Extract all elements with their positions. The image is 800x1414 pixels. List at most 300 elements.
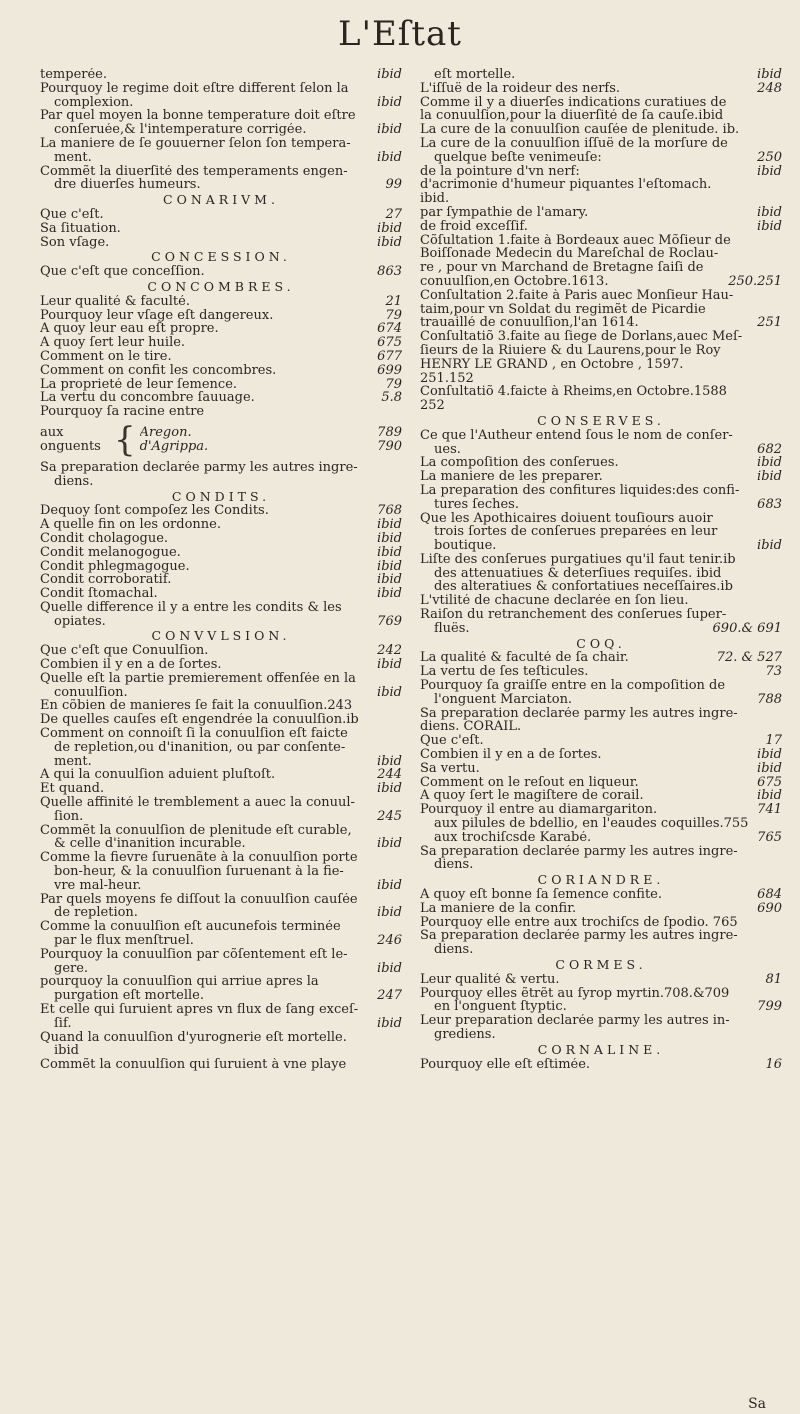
entry-ref: ibid	[377, 149, 402, 165]
index-entry	[420, 1014, 782, 1028]
entry-ref: 72. & 527	[716, 650, 782, 666]
index-entry	[40, 96, 402, 110]
index-entry	[40, 378, 402, 392]
entry-text: La cure de la conuulſion cauſée de plenitude. ib.	[420, 123, 740, 137]
entry-ref: ibid	[757, 760, 782, 776]
entry-text: La proprieté de leur ſemence.	[40, 377, 238, 392]
index-entry	[40, 1058, 402, 1072]
index-entry	[420, 679, 782, 693]
index-entry	[420, 831, 782, 845]
entry-ref: 81	[765, 971, 782, 987]
entry-text: d'Agrippa.	[139, 439, 209, 454]
entry-text: boutique.	[434, 539, 497, 553]
index-entry	[420, 82, 782, 96]
index-entry	[40, 1044, 402, 1058]
brace-group	[40, 419, 402, 461]
entry-text: de la pointure d'vn nerf:	[420, 164, 580, 179]
index-entry	[420, 902, 782, 916]
entry-text: diens. CORAIL.	[420, 720, 522, 735]
entry-text: Sa preparation declarée parmy les autres ingre-	[420, 844, 738, 859]
entry-text: tures ſeches.	[434, 497, 519, 512]
index-entry	[40, 546, 402, 560]
entry-text: d'acrimonie d'humeur piquantes l'eſtomach.	[420, 178, 712, 193]
index-entry	[420, 344, 782, 358]
entry-ref: 789	[377, 424, 402, 440]
index-entry	[40, 309, 402, 323]
entry-ref: ibid	[377, 234, 402, 250]
index-entry	[420, 845, 782, 859]
entry-text: Ce que l'Autheur entend ſous le nom de conſer-	[420, 428, 733, 443]
entry-text: La maniere de les preparer.	[420, 470, 603, 484]
entry-text: Par quels moyens fe diſſout la conuulſion cauſée	[40, 892, 358, 907]
index-entry	[420, 206, 782, 220]
index-entry	[420, 622, 782, 636]
entry-text: trois ſortes de conſerues preparées en leur	[434, 525, 718, 540]
section-heading: CONDITS.	[171, 488, 271, 504]
entry-text: Pourquoy elle entre aux trochiſcs de ſpodio. 765	[420, 915, 738, 930]
entry-text: Pourquoy elle eſt eſtimée.	[420, 1057, 591, 1072]
index-entry	[40, 713, 402, 727]
index-entry	[40, 109, 402, 123]
entry-text: Pourquoy ſa graiſſe entre en la compoſition de	[420, 679, 726, 693]
index-entry	[420, 539, 782, 553]
entry-text: Condit corroboratif.	[40, 573, 172, 588]
index-entry	[40, 82, 402, 96]
entry-text: Leur preparation declarée parmy les autres in-	[420, 1014, 730, 1028]
entry-ref: 741	[757, 802, 782, 818]
entry-ref: 99	[385, 177, 402, 193]
entry-text: Pourquoy ſa racine entre	[40, 405, 205, 419]
entry-ref: ibid	[377, 544, 402, 560]
index-entry	[40, 851, 402, 865]
index-entry	[40, 920, 402, 934]
index-entry	[40, 68, 402, 82]
entry-text: En cõbien de manieres ſe fait la conuulſion.243	[40, 699, 353, 714]
index-entry	[40, 208, 402, 222]
entry-ref: 765	[757, 829, 782, 845]
index-entry	[40, 962, 402, 976]
entry-text: 252	[420, 399, 445, 413]
index-entry	[420, 137, 782, 151]
entry-ref: 17	[765, 733, 782, 749]
entry-text: ibid.	[420, 192, 450, 206]
index-entry	[40, 560, 402, 574]
entry-text: Comme il y a diuerſes indications curatiues de	[420, 95, 727, 110]
entry-ref: 245	[377, 808, 402, 824]
index-entry	[420, 1028, 782, 1042]
index-entry	[420, 580, 782, 594]
entry-text: taim,pour vn Soldat du regimẽt de Picardie	[420, 302, 706, 317]
entry-text: Condit melanogogue.	[40, 545, 181, 560]
entry-text: L'vtilité de chacune declarée en ſon lieu.	[420, 594, 689, 609]
index-entry	[40, 782, 402, 796]
entry-text: Condit phlegmagogue.	[40, 559, 190, 574]
entry-text: fluës.	[434, 621, 470, 636]
entry-text: La maniere de ſe gouuerner ſelon ſon tempera-	[40, 136, 351, 151]
index-entry	[420, 943, 782, 957]
entry-text: l'onguent Marciaton.	[434, 692, 573, 707]
index-entry	[40, 810, 402, 824]
index-entry	[420, 399, 782, 413]
entry-text: Pourquoy il entre au diamargariton.	[420, 803, 658, 818]
index-entry	[40, 989, 402, 1003]
index-entry	[420, 247, 782, 261]
index-entry	[420, 608, 782, 622]
entry-text: Condit cholagogue.	[40, 531, 169, 546]
index-entry	[420, 858, 782, 872]
entry-ref: 677	[377, 348, 402, 364]
entry-text: La vertu du concombre ſauuage.	[40, 391, 255, 406]
index-entry	[420, 261, 782, 275]
entry-ref: 699	[377, 362, 402, 378]
index-entry	[40, 1003, 402, 1017]
index-entry	[420, 178, 782, 192]
entry-text: La vertu de ſes teſticules.	[420, 665, 589, 680]
entry-ref: 690	[757, 900, 782, 916]
entry-ref: 683	[757, 496, 782, 512]
entry-text: L'iſſuë de la roideur des nerfs.	[420, 81, 621, 96]
index-entry	[420, 372, 782, 386]
index-entry	[420, 484, 782, 498]
entry-text: Et celle qui ſuruient apres vn flux de ſang exceſ-	[40, 1003, 359, 1017]
entry-ref: 675	[757, 774, 782, 790]
entry-ref: 863	[377, 264, 402, 280]
index-entry	[40, 350, 402, 364]
entry-text: Sa preparation declarée parmy les autres ingre-	[420, 706, 738, 721]
entry-text: Comme la fievre ſuruenãte à la conuulſion porte	[40, 851, 358, 866]
index-entry	[420, 916, 782, 930]
index-entry	[40, 906, 402, 920]
index-entry	[420, 443, 782, 457]
entry-ref: ibid	[757, 455, 782, 471]
entry-ref: 246	[377, 933, 402, 949]
entry-text: Commẽt la conuulſion qui ſuruient à vne playe	[40, 1058, 347, 1072]
entry-ref: 247	[377, 988, 402, 1004]
entry-text: Leur qualité & faculté.	[40, 294, 190, 309]
entry-ref: 5.8	[381, 390, 402, 406]
entry-text: Pourquoy la conuulſion par cõſentement eſt le-	[40, 947, 348, 962]
entry-ref: 674	[377, 321, 402, 337]
entry-text: HENRY LE GRAND , en Octobre , 1597.	[420, 357, 684, 372]
entry-ref: 242	[377, 643, 402, 659]
section-heading: CONCOMBRES.	[147, 278, 295, 294]
index-entry	[40, 893, 402, 907]
entry-text: Comment on le tire.	[40, 349, 172, 364]
entry-ref: ibid	[757, 204, 782, 220]
entry-text: Comment on confit les concombres.	[40, 363, 277, 378]
entry-text: Condit ſtomachal.	[40, 587, 158, 601]
section-heading: CORMES.	[555, 957, 647, 972]
entry-text: Sa preparation declarée parmy les autres ingre-	[420, 929, 738, 944]
section-heading: CONARIVM.	[163, 192, 279, 208]
entry-ref: ibid	[757, 163, 782, 179]
index-entry	[40, 615, 402, 629]
entry-text: de repletion,ou d'inanition, ou par conſente-	[54, 740, 346, 755]
index-entry	[420, 123, 782, 137]
entry-text: trauaillé de conuulſion,l'an 1614.	[420, 316, 639, 331]
entry-text: Pourquoy le regime doit eſtre different ſelon la	[40, 81, 349, 96]
entry-text: Que c'eſt.	[420, 734, 484, 749]
index-entry	[420, 594, 782, 608]
index-entry	[40, 236, 402, 250]
entry-ref: ibid	[377, 572, 402, 588]
entry-text: conſeruée,& l'intemperature corrigée.	[54, 123, 307, 137]
entry-text: Boiſſonade Medecin du Mareſchal de Roclau-	[420, 247, 719, 262]
entry-text: La compoſition des conſerues.	[420, 456, 619, 471]
entry-text: Pourquoy leur vſage eſt dangereux.	[40, 308, 274, 323]
entry-ref: ibid	[757, 67, 782, 82]
index-entry	[140, 440, 402, 454]
entry-ref: 21	[385, 293, 402, 309]
entry-text: dre diuerſes humeurs.	[54, 178, 201, 193]
entry-text: A quoy ſert le magiſtere de corail.	[420, 789, 644, 804]
index-entry	[40, 322, 402, 336]
index-entry	[420, 165, 782, 179]
section-heading: COQ.	[576, 635, 626, 651]
entry-text: Quand la conuulſion d'yurognerie eſt mortelle.	[40, 1030, 347, 1045]
entry-text: Que les Apothicaires doiuent touſiours auoir	[420, 511, 713, 526]
entry-text: conuulſion,en Octobre.1613.	[420, 274, 609, 289]
entry-text: A qui la conuulſion aduient pluſtoſt.	[40, 768, 276, 783]
section-heading: CONVVLSION.	[151, 628, 291, 644]
index-entry	[40, 975, 402, 989]
entry-ref: ibid	[377, 753, 402, 769]
index-entry	[420, 776, 782, 790]
entry-ref: 244	[377, 767, 402, 783]
index-entry	[40, 475, 402, 489]
catchword: Sa	[748, 1396, 766, 1412]
entry-ref: ibid	[757, 747, 782, 763]
index-entry	[420, 651, 782, 665]
index-entry	[420, 234, 782, 248]
index-entry	[40, 573, 402, 587]
entry-text: de repletion.	[54, 906, 138, 921]
index-entry	[420, 330, 782, 344]
index-entry	[40, 1031, 402, 1045]
entry-text: Leur qualité & vertu.	[420, 972, 560, 987]
index-entry	[40, 336, 402, 350]
entry-ref: ibid	[377, 836, 402, 852]
entry-ref: 675	[377, 335, 402, 351]
entry-text: ſif.	[54, 1016, 72, 1031]
entry-text: Quelle eſt la partie premierement offenſée en la	[40, 671, 356, 686]
index-entry	[40, 672, 402, 686]
index-entry	[40, 699, 402, 713]
entry-ref: 73	[765, 664, 782, 680]
entry-text: Sa preparation declarée parmy les autres ingre-	[40, 460, 358, 475]
entry-ref: 248	[757, 80, 782, 96]
entry-text: Combien il y en a de ſortes.	[40, 658, 222, 672]
entry-text: gere.	[54, 961, 89, 976]
entry-text: temperée.	[40, 68, 107, 82]
entry-ref: ibid	[377, 94, 402, 110]
entry-text: Que c'eſt que Conuulſion.	[40, 644, 209, 659]
index-entry	[40, 123, 402, 137]
index-entry	[40, 461, 402, 475]
entry-text: Aregon.	[139, 425, 192, 440]
entry-ref: ibid	[757, 788, 782, 804]
entry-text: Dequoy ſont compoſez les Condits.	[40, 504, 269, 519]
entry-text: Raiſon du retranchement des conſerues ſuper-	[420, 608, 727, 622]
entry-text: Comment on le reſout en liqueur.	[420, 775, 639, 790]
entry-ref: ibid	[377, 684, 402, 700]
entry-ref: ibid	[377, 657, 402, 673]
entry-text: de froid exceſſif.	[420, 219, 528, 234]
index-entry	[420, 888, 782, 902]
section-heading: CONSERVES.	[537, 412, 665, 428]
index-entry	[40, 768, 402, 782]
entry-ref: 769	[377, 613, 402, 629]
index-entry	[420, 96, 782, 110]
entry-text: aux trochiſcsde Karabé.	[434, 830, 592, 845]
entry-text: Comment on connoiſt ſi la conuulſion eſt faicte	[40, 727, 348, 741]
entry-ref: ibid	[377, 905, 402, 921]
page-title: L'Eſtat	[338, 14, 462, 54]
index-entry	[40, 137, 402, 151]
entry-text: La preparation des confitures liquides:des confi-	[420, 483, 740, 498]
entry-ref: 250.251	[728, 273, 782, 289]
entry-text: A quoy leur eau eſt propre.	[40, 322, 219, 337]
entry-text: ment.	[54, 150, 92, 165]
entry-ref: 790	[377, 438, 402, 454]
index-entry	[40, 727, 402, 741]
index-entry	[420, 151, 782, 165]
entry-text: Quelle affinité le tremblement a auec la conuul-	[40, 796, 355, 810]
section-heading: CORNALINE.	[537, 1041, 665, 1057]
index-entry	[40, 948, 402, 962]
index-entry	[420, 987, 782, 1001]
entry-text: Sa ſituation.	[40, 221, 121, 236]
index-entry	[40, 532, 402, 546]
entry-ref: ibid	[377, 530, 402, 546]
entry-text: bon-heur, & la conuulſion ſuruenant à la fie-	[54, 865, 344, 879]
index-entry	[420, 734, 782, 748]
index-entry	[420, 553, 782, 567]
index-entry	[420, 429, 782, 443]
index-entry	[420, 707, 782, 721]
entry-text: diens.	[434, 943, 474, 957]
index-entry	[40, 824, 402, 838]
entry-ref: 682	[757, 441, 782, 457]
entry-text: Conſultatiõ 4.faicte à Rheims,en Octobre.1588	[420, 385, 727, 400]
entry-text: re , pour vn Marchand de Bretagne ſaiſi de	[420, 261, 704, 275]
entry-text: vre mal-heur.	[54, 878, 142, 893]
index-entry	[40, 504, 402, 518]
left-column	[40, 68, 402, 1072]
entry-ref: ibid	[377, 220, 402, 236]
index-entry	[420, 303, 782, 317]
brace-icon: {	[114, 419, 136, 460]
index-entry	[40, 364, 402, 378]
index-entry	[40, 165, 402, 179]
index-entry	[40, 644, 402, 658]
index-entry	[40, 865, 402, 879]
entry-text: ſieurs de la Riuiere & du Laurens,pour le Roy	[420, 343, 721, 358]
index-entry	[40, 741, 402, 755]
index-entry	[420, 68, 782, 82]
entry-text: aux pilules de bdellio, en l'eaudes coquilles.755	[434, 817, 749, 831]
index-entry	[420, 973, 782, 987]
index-entry	[420, 456, 782, 470]
index-entry	[420, 567, 782, 581]
index-entry	[40, 837, 402, 851]
entry-text: la conuulſion,pour la diuerſité de ſa cauſe.ibid	[420, 109, 724, 124]
entry-text: Conſultatiõ 3.faite au ſiege de Dorlans,auec Meſ-	[420, 330, 743, 344]
index-entry	[420, 220, 782, 234]
entry-text: ibid	[54, 1044, 79, 1059]
index-entry	[420, 762, 782, 776]
entry-text: Par quel moyen la bonne temperature doit eſtre	[40, 109, 356, 124]
section-heading: CORIANDRE.	[537, 872, 665, 888]
entry-text: ment.	[54, 754, 92, 769]
index-entry	[40, 755, 402, 769]
index-entry	[40, 222, 402, 236]
entry-text: & celle d'inanition incurable.	[54, 837, 246, 852]
entry-text: par le flux menſtruel.	[54, 934, 194, 948]
index-entry	[420, 316, 782, 330]
entry-text: Son vſage.	[40, 235, 110, 250]
entry-ref: 690.& 691	[712, 620, 782, 636]
index-entry	[420, 803, 782, 817]
entry-ref: 250	[757, 149, 782, 165]
entry-text: ſion.	[54, 809, 84, 824]
entry-text: Sa vertu.	[420, 761, 480, 776]
index-entry	[420, 358, 782, 372]
index-entry	[40, 796, 402, 810]
index-entry	[40, 295, 402, 309]
index-entry	[40, 391, 402, 405]
index-entry	[140, 426, 402, 440]
entry-text: conuulſion.	[54, 685, 128, 700]
entry-text: Liſte des conſerues purgatiues qu'il faut tenir.ib	[420, 552, 736, 567]
entry-text: Cõſultation 1.faite à Bordeaux auec Mõſieur de	[420, 233, 731, 248]
entry-text: Commẽt la diuerſité des temperaments engen-	[40, 164, 348, 179]
entry-ref: 799	[757, 999, 782, 1015]
entry-text: 251.152	[420, 371, 474, 386]
entry-text: purgation eſt mortelle.	[54, 989, 204, 1003]
index-entry	[40, 178, 402, 192]
index-entry	[420, 748, 782, 762]
index-entry	[420, 498, 782, 512]
brace-label: aux onguents	[40, 425, 101, 454]
right-column	[420, 68, 782, 1071]
index-entry	[40, 587, 402, 601]
index-entry	[420, 817, 782, 831]
entry-text: diens.	[434, 858, 474, 873]
index-entry	[420, 525, 782, 539]
entry-ref: 684	[757, 887, 782, 903]
index-entry	[420, 470, 782, 484]
entry-text: A quelle fin on les ordonne.	[40, 518, 221, 532]
entry-ref: 79	[385, 376, 402, 392]
entry-text: Conſultation 2.faite à Paris auec Monſieur Hau-	[420, 288, 734, 303]
entry-text: quelque beſte venimeuſe:	[434, 150, 602, 165]
entry-ref: 788	[757, 691, 782, 707]
entry-ref: 251	[757, 315, 782, 331]
entry-text: Commẽt la conuulſion de plenitude eſt curable,	[40, 823, 352, 838]
entry-ref: ibid	[757, 538, 782, 554]
index-entry	[40, 686, 402, 700]
entry-text: complexion.	[54, 95, 134, 110]
entry-text: De quelles cauſes eſt engendrée la conuulſion.ib	[40, 713, 359, 728]
index-entry	[420, 192, 782, 206]
index-entry	[40, 934, 402, 948]
index-entry	[420, 512, 782, 526]
entry-text: Que c'eſt.	[40, 207, 104, 222]
entry-text: par ſympathie de l'amary.	[420, 205, 589, 220]
entry-ref: ibid	[757, 218, 782, 234]
entry-ref: 768	[377, 503, 402, 519]
